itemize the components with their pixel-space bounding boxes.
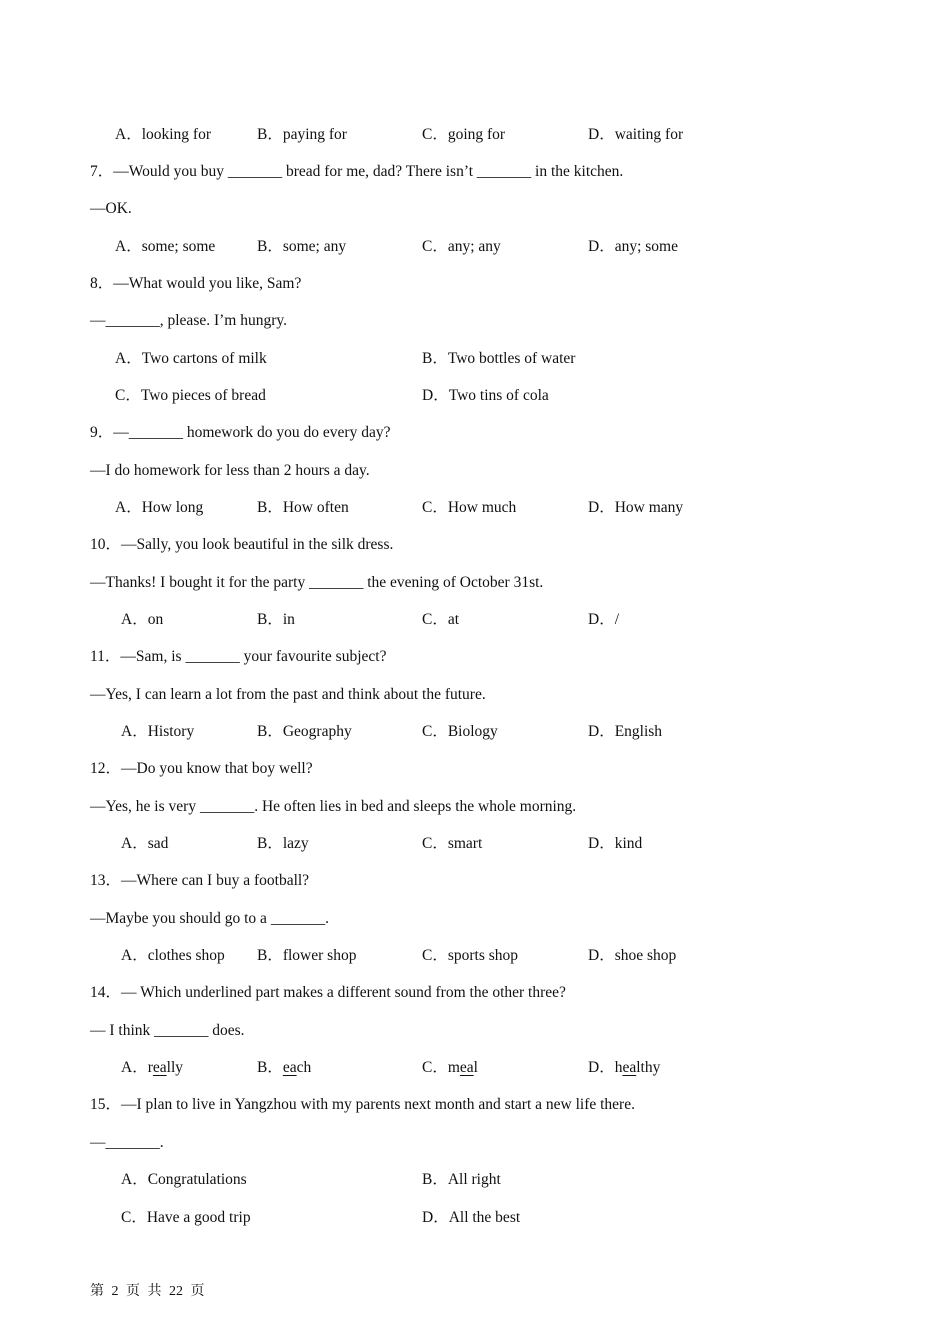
q14-option-d-underlined: ea [622, 1059, 637, 1076]
q7-option-b[interactable]: B．some; any [257, 238, 347, 255]
q14-option-b-label: B． [257, 1059, 283, 1076]
q13-option-a[interactable]: A．clothes shop [121, 947, 225, 964]
q14-option-a-underlined: ea [152, 1059, 167, 1076]
q13-reply: —Maybe you should go to a _______. [90, 910, 329, 927]
q14-option-b[interactable] [257, 1058, 311, 1078]
q12-reply: —Yes, he is very _______. He often lies in bed and sleeps the whole morning. [90, 798, 577, 815]
q10-option-c[interactable]: C．at [422, 611, 460, 628]
q9-option-d[interactable]: D．How many [588, 499, 684, 516]
q7-option-a[interactable]: A．some; some [115, 238, 216, 255]
q15-option-a[interactable]: A．Congratulations [121, 1171, 247, 1188]
q12-option-a[interactable]: A．sad [121, 835, 169, 852]
q8-option-b[interactable]: B．Two bottles of water [422, 350, 576, 367]
q12-stem: 12．—Do you know that boy well? [90, 760, 313, 777]
q7-option-c[interactable]: C．any; any [422, 238, 501, 255]
q9-option-b[interactable]: B．How often [257, 499, 349, 516]
q7-reply: —OK. [90, 200, 132, 217]
q6-option-c[interactable]: C．going for [422, 126, 506, 143]
q8-option-a[interactable]: A．Two cartons of milk [115, 350, 267, 367]
q14-option-c-underlined: ea [459, 1059, 474, 1076]
q15-option-d[interactable]: D．All the best [422, 1209, 521, 1226]
q9-stem: 9．—_______ homework do you do every day? [90, 424, 391, 441]
q15-reply: —_______. [90, 1134, 164, 1151]
q11-option-b[interactable]: B．Geography [257, 723, 352, 740]
q11-stem: 11．—Sam, is _______ your favourite subject? [90, 648, 387, 665]
q6-option-a[interactable]: A．looking for [115, 126, 212, 143]
q15-option-c[interactable]: C．Have a good trip [121, 1209, 251, 1226]
q14-option-a[interactable] [121, 1058, 183, 1078]
q13-option-c[interactable]: C．sports shop [422, 947, 519, 964]
q14-reply: — I think _______ does. [90, 1022, 245, 1039]
q11-option-c[interactable]: C．Biology [422, 723, 498, 740]
q7-option-d[interactable]: D．any; some [588, 238, 678, 255]
q8-option-d[interactable]: D．Two tins of cola [422, 387, 549, 404]
q10-option-a[interactable]: A．on [121, 611, 164, 628]
q13-option-b[interactable]: B．flower shop [257, 947, 357, 964]
q8-option-c[interactable]: C．Two pieces of bread [115, 387, 266, 404]
q14-option-a-pre: r [147, 1059, 153, 1076]
q10-stem: 10．—Sally, you look beautiful in the silk dress. [90, 536, 394, 553]
q14-option-d-post: lthy [636, 1059, 661, 1076]
q6-option-b[interactable]: B．paying for [257, 126, 347, 143]
q8-stem: 8．—What would you like, Sam? [90, 275, 302, 292]
q15-option-b[interactable]: B．All right [422, 1171, 501, 1188]
q12-option-d[interactable]: D．kind [588, 835, 643, 852]
q14-option-a-post: lly [166, 1059, 184, 1076]
q13-stem: 13．—Where can I buy a football? [90, 872, 310, 889]
q6-option-d[interactable]: D．waiting for [588, 126, 684, 143]
q14-stem: 14．— Which underlined part makes a different sound from the other three? [90, 984, 566, 1001]
q11-reply: —Yes, I can learn a lot from the past and think about the future. [90, 686, 486, 703]
q14-option-d-pre: h [614, 1059, 623, 1076]
q12-option-b[interactable]: B．lazy [257, 835, 309, 852]
q10-reply: —Thanks! I bought it for the party _______ the evening of October 31st. [90, 574, 544, 591]
q10-option-b[interactable]: B．in [257, 611, 295, 628]
q14-option-a-label: A． [121, 1059, 148, 1076]
page-footer: 第 2 页 共 22 页 [90, 1284, 205, 1299]
q12-option-c[interactable]: C．smart [422, 835, 483, 852]
q15-stem: 15．—I plan to live in Yangzhou with my parents next month and start a new life there. [90, 1096, 635, 1113]
q14-option-c-label: C． [422, 1059, 448, 1076]
q13-option-d[interactable]: D．shoe shop [588, 947, 677, 964]
q14-option-b-post: ch [296, 1059, 312, 1076]
q11-option-a[interactable]: A．History [121, 723, 195, 740]
q11-option-d[interactable]: D．English [588, 723, 663, 740]
q7-stem: 7．—Would you buy _______ bread for me, dad? There isn’t _______ in the kitchen. [90, 163, 624, 180]
q9-option-a[interactable]: A．How long [115, 499, 204, 516]
q14-option-b-underlined: ea [282, 1059, 297, 1076]
q14-option-c[interactable] [422, 1058, 478, 1078]
q10-option-d[interactable]: D．/ [588, 611, 620, 628]
q14-option-c-pre: m [447, 1059, 460, 1076]
q14-option-c-post: l [473, 1059, 478, 1076]
q14-option-d[interactable] [588, 1058, 660, 1078]
q14-option-d-label: D． [588, 1059, 615, 1076]
q9-option-c[interactable]: C．How much [422, 499, 517, 516]
q9-reply: —I do homework for less than 2 hours a day. [90, 462, 370, 479]
q8-reply: —_______, please. I’m hungry. [90, 312, 288, 329]
